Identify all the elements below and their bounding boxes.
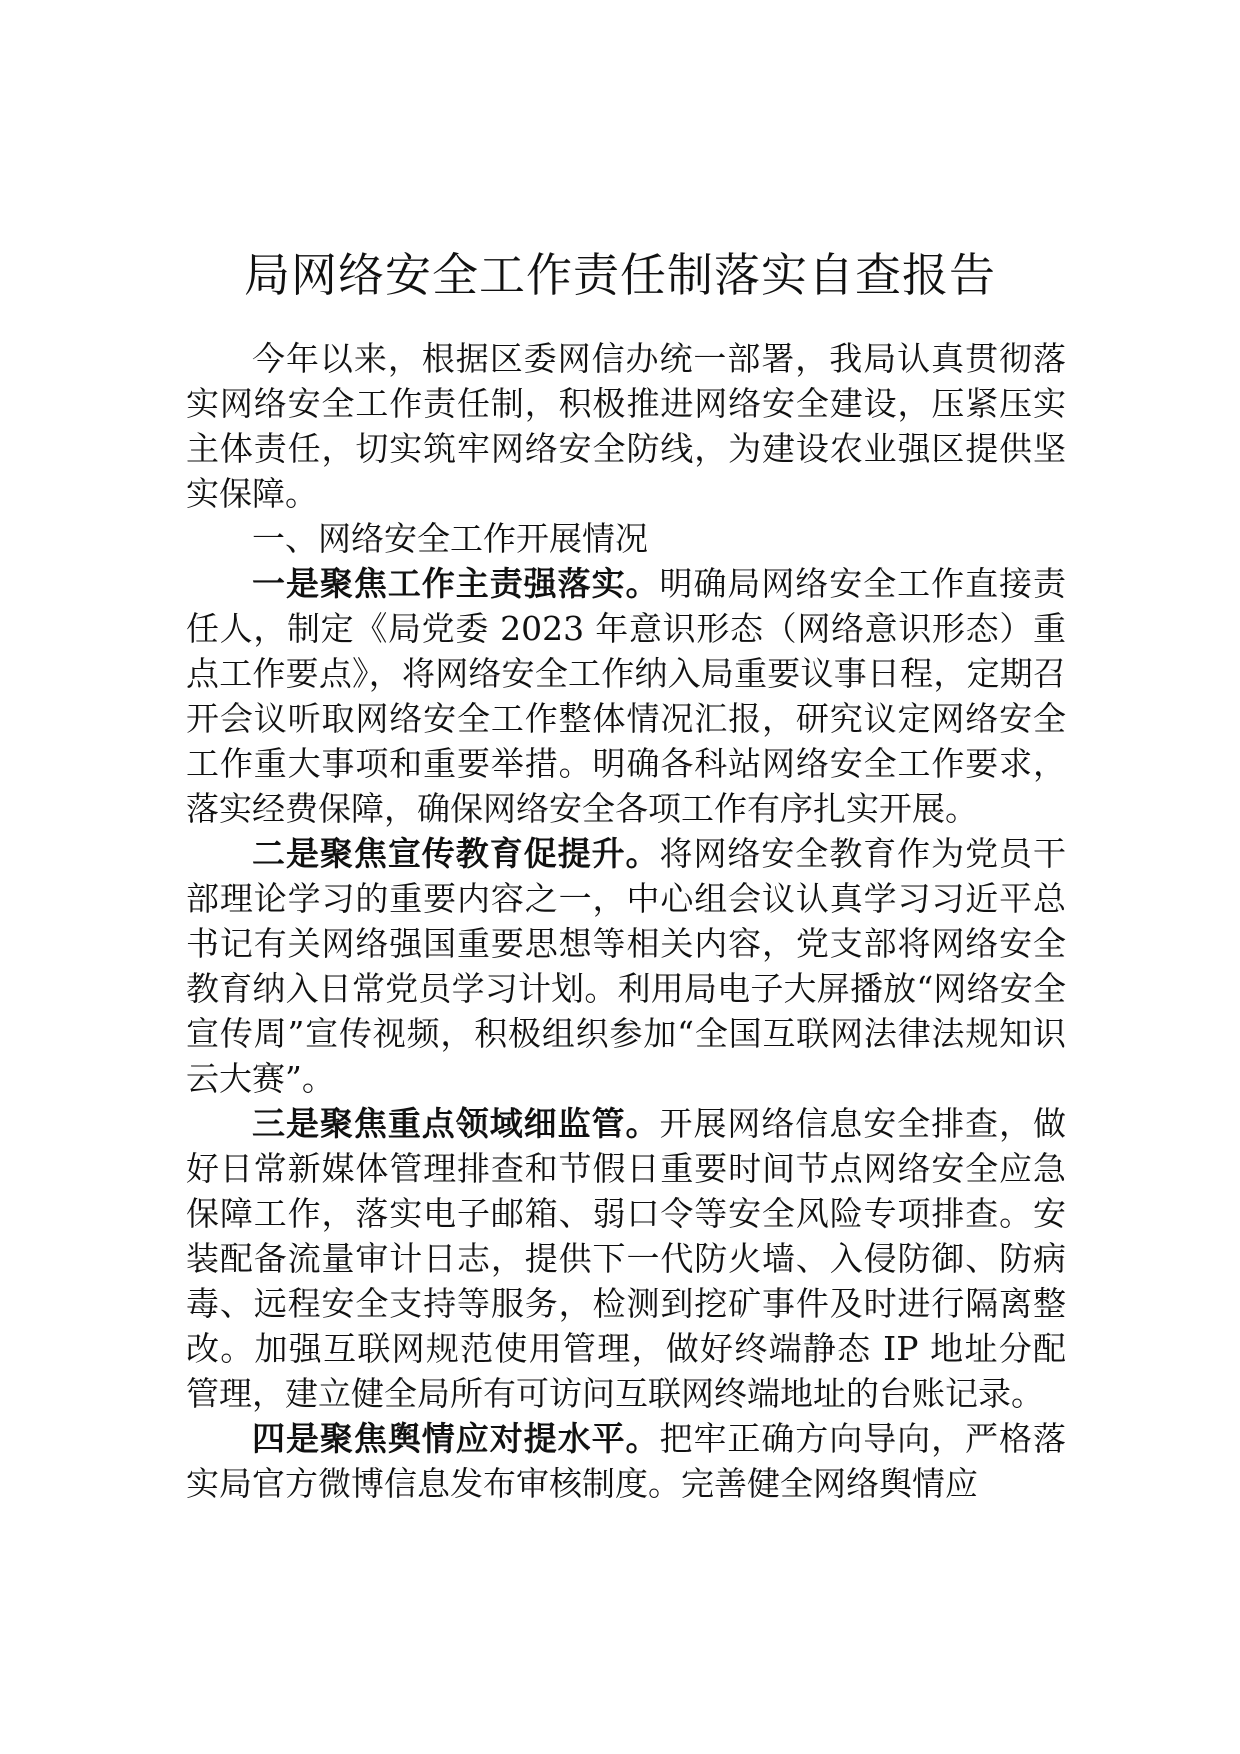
intro-paragraph: 今年以来，根据区委网信办统一部署，我局认真贯彻落实网络安全工作责任制，积极推进网络安全建设，压紧压实主体责任，切实筑牢网络安全防线，为建设农业强区提供坚实保障。 xyxy=(186,339,1066,513)
item-lead-1: 一是聚焦工作主责强落实。 xyxy=(252,564,660,603)
item-lead-3: 三是聚焦重点领域细监管。 xyxy=(252,1104,660,1143)
item-paragraph-2 xyxy=(186,831,1066,1101)
item-paragraph-3 xyxy=(186,1101,1066,1416)
item-text-2: 将网络安全教育作为党员干部理论学习的重要内容之一，中心组会议认真学习习近平总书记有关网络强国重要思想等相关内容，党支部将网络安全教育纳入日常党员学习计划。利用局电子大屏播放“网络安全宣传周”宣传视频，积极组织参加“全国互联网法律法规知识云大赛”。 xyxy=(186,834,1067,1098)
item-lead-4: 四是聚焦舆情应对提水平。 xyxy=(252,1419,660,1458)
document-title: 局网络安全工作责任制落实自查报告 xyxy=(244,247,996,302)
item-paragraph-1 xyxy=(186,561,1066,831)
item-text-3: 开展网络信息安全排查，做好日常新媒体管理排查和节假日重要时间节点网络安全应急保障工作，落实电子邮箱、弱口令等安全风险专项排查。安装配备流量审计日志，提供下一代防火墙、入侵防御、防病毒、远程安全支持等服务，检测到挖矿事件及时进行隔离整改。加强互联网规范使用管理，做好终端静态 IP 地址分配管理，建立健全局所有可访问互联网终端地址的台账记录。 xyxy=(186,1104,1067,1413)
document-body xyxy=(186,336,1066,1506)
section-heading-1: 一、网络安全工作开展情况 xyxy=(252,519,648,558)
item-paragraph-4 xyxy=(186,1416,1066,1506)
item-text-4: 把牢正确方向导向，严格落实局官方微博信息发布审核制度。完善健全网络舆情应 xyxy=(186,1419,1067,1503)
item-lead-2: 二是聚焦宣传教育促提升。 xyxy=(252,834,660,873)
item-text-1: 明确局网络安全工作直接责任人，制定《局党委 2023 年意识形态（网络意识形态）重点工作要点》，将网络安全工作纳入局重要议事日程，定期召开会议听取网络安全工作整体情况汇报，研究议定网络安全工作重大事项和重要举措。明确各科站网络安全工作要求，落实经费保障，确保网络安全各项工作有序扎实开展。 xyxy=(186,564,1067,828)
